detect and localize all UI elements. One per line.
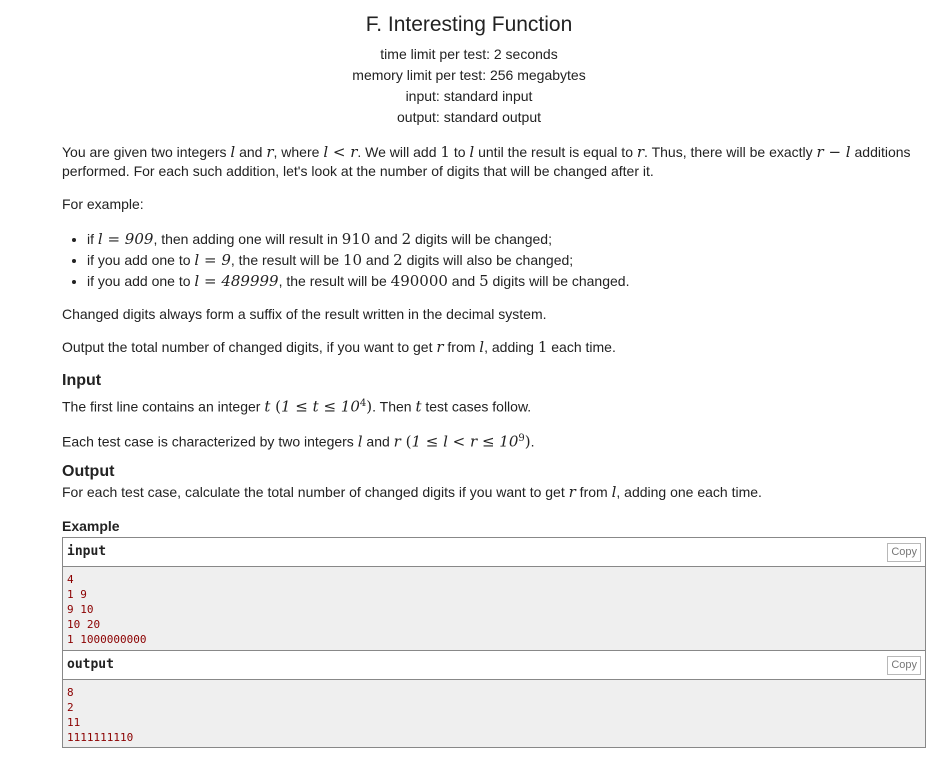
- math-expr: l = 909: [97, 230, 154, 248]
- example-input-content[interactable]: [63, 567, 925, 651]
- math-number: 910: [341, 230, 371, 248]
- list-item: [87, 271, 887, 292]
- text: and: [362, 433, 394, 450]
- copy-output-button[interactable]: Copy: [887, 656, 921, 675]
- text: .: [530, 433, 535, 450]
- text: if: [87, 231, 98, 247]
- text: additions performed. For each such addition, let's look at the number of digits that will be changed after it.: [62, 144, 911, 179]
- example-input-header: [63, 538, 925, 567]
- text: and: [370, 231, 402, 247]
- input-section-title: Input: [62, 372, 102, 389]
- math-exponent: 4: [359, 398, 367, 409]
- math-var: l: [611, 483, 617, 501]
- text: , adding: [484, 339, 538, 355]
- text: . Then: [372, 398, 416, 415]
- text: digits will be changed;: [411, 231, 552, 247]
- list-item: [87, 229, 887, 250]
- statement-paragraph-1: [62, 143, 924, 181]
- output-section-title: Output: [62, 463, 115, 480]
- output-line: 1111111110: [67, 731, 134, 744]
- math-paren: (: [270, 397, 281, 416]
- text: , the result will be: [230, 252, 343, 268]
- problem-title: F. Interesting Function: [365, 13, 573, 36]
- text: , the result will be: [278, 273, 391, 289]
- math-expr: l < r: [323, 143, 358, 161]
- output-file: output: standard output: [397, 109, 541, 125]
- math-var: r: [266, 143, 274, 161]
- statement-paragraph-3: Changed digits always form a suffix of the result written in the decimal system.: [62, 306, 547, 322]
- math-number: 2: [401, 230, 412, 248]
- math-var: r: [636, 143, 645, 161]
- math-number: 10: [342, 251, 363, 269]
- math-expr: 1 ≤ l < r ≤ 10: [411, 432, 519, 451]
- text: For each test case, calculate the total number of changed digits if you want to get: [62, 484, 569, 500]
- output-paragraph-1: [62, 483, 924, 502]
- text: if you add one to: [87, 273, 195, 289]
- math-paren: (: [400, 432, 412, 451]
- text: , then adding one will result in: [153, 231, 342, 247]
- time-limit: time limit per test: 2 seconds: [380, 46, 558, 62]
- example-input-label: input: [67, 544, 107, 559]
- text: Each test case is characterized by two integers: [62, 433, 358, 450]
- math-var: l: [469, 143, 475, 161]
- math-var: l: [230, 143, 236, 161]
- input-line: 10 20: [67, 618, 101, 631]
- math-number: 1: [440, 143, 450, 161]
- statement-paragraph-4: [62, 338, 924, 357]
- text: digits will also be changed;: [402, 252, 574, 268]
- text: Output the total number of changed digits, if you want to get: [62, 339, 437, 355]
- text: . We will add: [357, 144, 441, 160]
- statement-paragraph-2: For example:: [62, 196, 144, 212]
- text: You are given two integers: [62, 144, 231, 160]
- input-file: input: standard input: [405, 88, 533, 104]
- math-number: 5: [479, 272, 489, 290]
- math-var: r: [568, 483, 576, 501]
- example-output-box: [62, 650, 926, 748]
- output-line: 8: [67, 686, 74, 699]
- input-paragraph-1: [62, 394, 924, 417]
- math-number: 490000: [390, 272, 448, 290]
- text: , adding one each time.: [616, 484, 762, 500]
- example-title: Example: [62, 518, 120, 534]
- text: The first line contains an integer: [62, 398, 265, 415]
- math-expr: 1 ≤ t ≤ 10: [281, 397, 360, 416]
- math-paren: ): [524, 432, 531, 451]
- text: , where: [273, 144, 324, 160]
- math-number: 2: [393, 251, 403, 269]
- math-var: r: [436, 338, 444, 356]
- text: and: [362, 252, 394, 268]
- text: from: [575, 484, 612, 500]
- math-number: 1: [537, 338, 548, 356]
- input-line: 1 9: [67, 588, 87, 601]
- text: . Thus, there will be exactly: [644, 144, 817, 160]
- example-output-content[interactable]: [63, 680, 925, 749]
- example-output-label: output: [67, 657, 114, 672]
- output-line: 2: [67, 701, 74, 714]
- problem-limits: [0, 44, 938, 128]
- problem-header: [0, 12, 938, 128]
- math-var: r: [393, 432, 401, 451]
- text: if you add one to: [87, 252, 195, 268]
- memory-limit: memory limit per test: 256 megabytes: [352, 67, 586, 83]
- text: each time.: [547, 339, 616, 355]
- example-bullet-list: [62, 229, 887, 292]
- math-expr: l = 9: [194, 251, 231, 269]
- math-var: t: [264, 397, 271, 416]
- math-expr: r − l: [816, 143, 851, 161]
- text: until the result is equal to: [474, 144, 637, 160]
- math-expr: l = 489999: [194, 272, 279, 290]
- copy-input-button[interactable]: Copy: [887, 543, 921, 562]
- list-item: [87, 250, 887, 271]
- text: digits will be changed.: [488, 273, 630, 289]
- input-paragraph-2: [62, 429, 924, 452]
- math-var: t: [415, 397, 422, 416]
- example-output-header: [63, 651, 925, 680]
- input-line: 9 10: [67, 603, 94, 616]
- math-paren: ): [366, 397, 373, 416]
- math-exponent: 9: [518, 433, 525, 444]
- output-line: 11: [67, 716, 81, 729]
- text: and: [235, 144, 267, 160]
- text: and: [447, 273, 480, 289]
- text: test cases follow.: [421, 398, 532, 415]
- input-line: 1 1000000000: [67, 633, 147, 646]
- text: from: [443, 339, 480, 355]
- math-var: l: [357, 432, 363, 451]
- text: to: [449, 144, 470, 160]
- math-var: l: [479, 338, 485, 356]
- input-line: 4: [67, 573, 74, 586]
- example-input-box: [62, 537, 926, 651]
